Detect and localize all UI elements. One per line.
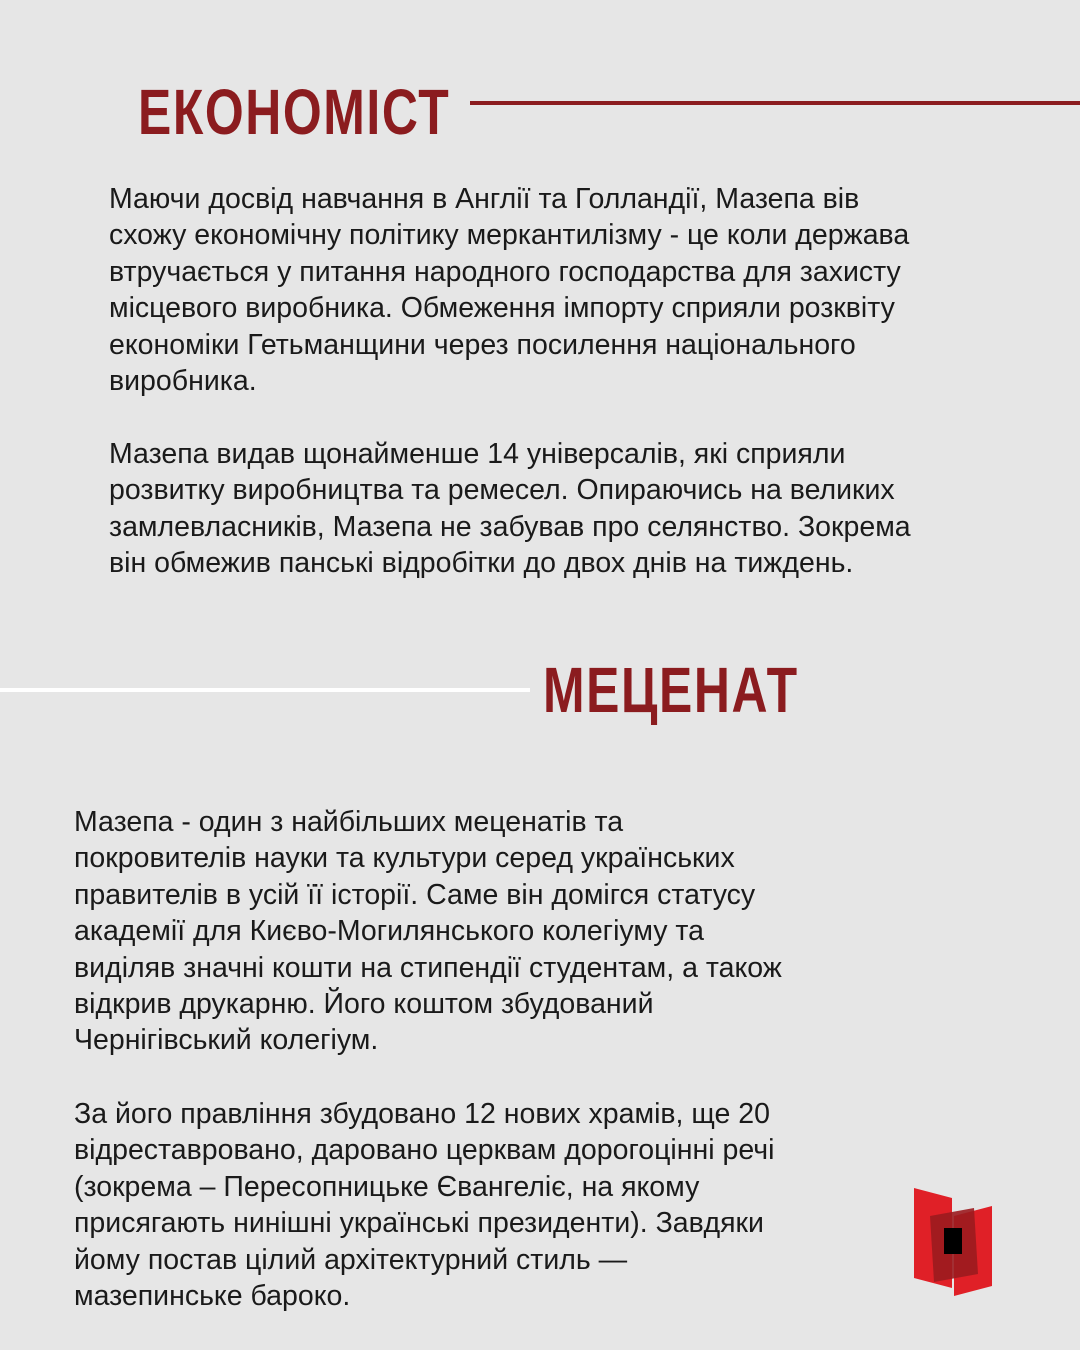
divider-white (0, 688, 530, 692)
section-title-economist: ЕКОНОМІСТ (138, 76, 451, 148)
logo-black-square (944, 1228, 962, 1254)
section-title-patron: МЕЦЕНАТ (543, 654, 799, 726)
divider-red (470, 101, 1080, 105)
red-flag-logo-icon (912, 1186, 996, 1300)
patron-paragraph-2: За його правління збудовано 12 нових храмів, ще 20 відреставровано, даровано церквам дорогоцінні речі (зокрема – Пересопницьке Євангеліє, на якому присягають нинішні українські президенти). Завдяки йому постав цілий архітектурний стиль — мазепинське бароко. (74, 1098, 775, 1313)
economist-paragraph-1: Маючи досвід навчання в Англії та Голландії, Мазепа вів схожу економічну політику меркантилізму - це коли держава втручається у питання народного господарства для захисту місцевого виробника. Обмеження імпорту сприяли розквіту економіки Гетьманщини через посилення національного виробника. (109, 183, 910, 398)
patron-paragraph-1: Мазепа - один з найбільших меценатів та покровителів науки та культури серед українських правителів в усій її історії. Саме він домігся статусу академії для Києво-Могилянського колегіуму та виділяв значні кошти на стипендії студентам, а також відкрив друкарню. Його коштом збудований Чернігівський колегіум. (74, 806, 782, 1057)
economist-paragraph-2: Мазепа видав щонайменше 14 універсалів, які сприяли розвитку виробництва та ремесел. Опираючись на великих замлевласників, Мазепа не забував про селянство. Зокрема він обмежив панські відробітки до двох днів на тиждень. (109, 438, 911, 580)
